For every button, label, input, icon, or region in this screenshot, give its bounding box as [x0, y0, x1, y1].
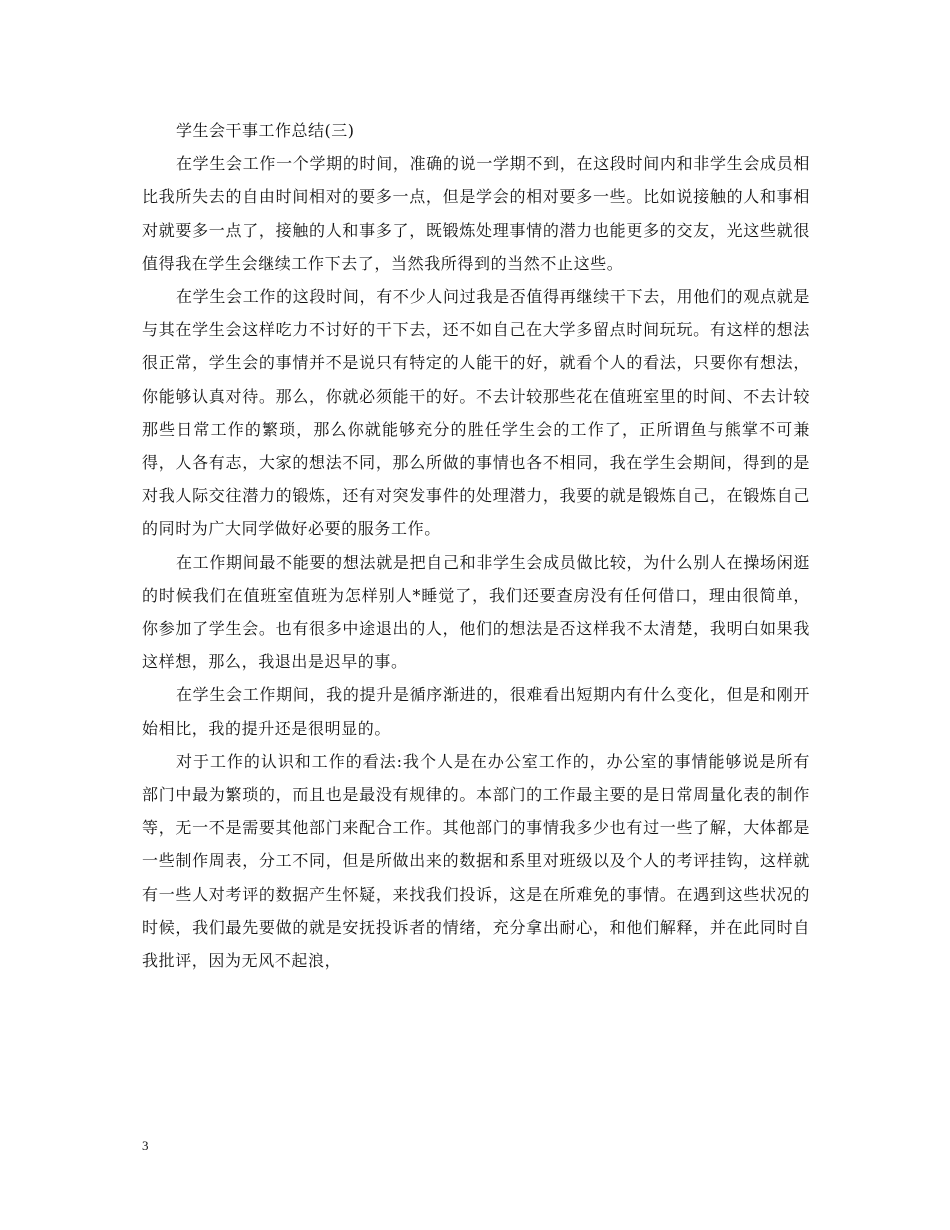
document-title: 学生会干事工作总结(三) — [176, 121, 355, 140]
paragraph-5: 对于工作的认识和工作的看法:我个人是在办公室工作的，办公室的事情能够说是所有部门中最为繁琐的，而且也是最没有规律的。本部门的工作最主要的是日常周量化表的制作等，无一不是需要其他部门来配合工作。其他部门的事情我多少也有过一些了解，大体都是一些制作周表，分工不同，但是所做出来的数据和系里对班级以及个人的考评挂钩，这样就有一些人对考评的数据产生怀疑，来找我们投诉，这是在所难免的事情。在遇到这些状况的时候，我们最先要做的就是安抚投诉者的情绪，充分拿出耐心，和他们解释，并在此同时自我批评，因为无风不起浪， — [142, 751, 810, 971]
document-body — [142, 114, 810, 977]
paragraph-2: 在学生会工作的这段时间，有不少人问过我是否值得再继续干下去，用他们的观点就是与其在学生会这样吃力不讨好的干下去，还不如自己在大学多留点时间玩玩。有这样的想法很正常，学生会的事情并不是说只有特定的人能干的好，就看个人的看法，只要你有想法，你能够认真对待。那么，你就必须能干的好。不去计较那些花在值班室里的时间、不去计较那些日常工作的繁琐，那么你就能够充分的胜任学生会的工作了，正所谓鱼与熊掌不可兼得，人各有志，大家的想法不同，那么所做的事情也各不相同，我在学生会期间，得到的是对我人际交往潜力的锻炼，还有对突发事件的处理潜力，我要的就是锻炼自己，在锻炼自己的同时为广大同学做好必要的服务工作。 — [142, 287, 810, 539]
page-number: 3 — [142, 1138, 149, 1153]
paragraph-4: 在学生会工作期间，我的提升是循序渐进的，很难看出短期内有什么变化，但是和刚开始相比，我的提升还是很明显的。 — [142, 685, 810, 738]
paragraph-1: 在学生会工作一个学期的时间，准确的说一学期不到，在这段时间内和非学生会成员相比我所失去的自由时间相对的要多一点，但是学会的相对要多一些。比如说接触的人和事相对就要多一点了，接触的人和事多了，既锻炼处理事情的潜力也能更多的交友，光这些就很值得我在学生会继续工作下去了，当然我所得到的当然不止这些。 — [142, 154, 810, 273]
paragraph-3: 在工作期间最不能要的想法就是把自己和非学生会成员做比较，为什么别人在操场闲逛的时候我们在值班室值班为怎样别人*睡觉了，我们还要查房没有任何借口，理由很简单，你参加了学生会。也有很多中途退出的人，他们的想法是否这样我不太清楚，我明白如果我这样想，那么，我退出是迟早的事。 — [142, 552, 810, 672]
